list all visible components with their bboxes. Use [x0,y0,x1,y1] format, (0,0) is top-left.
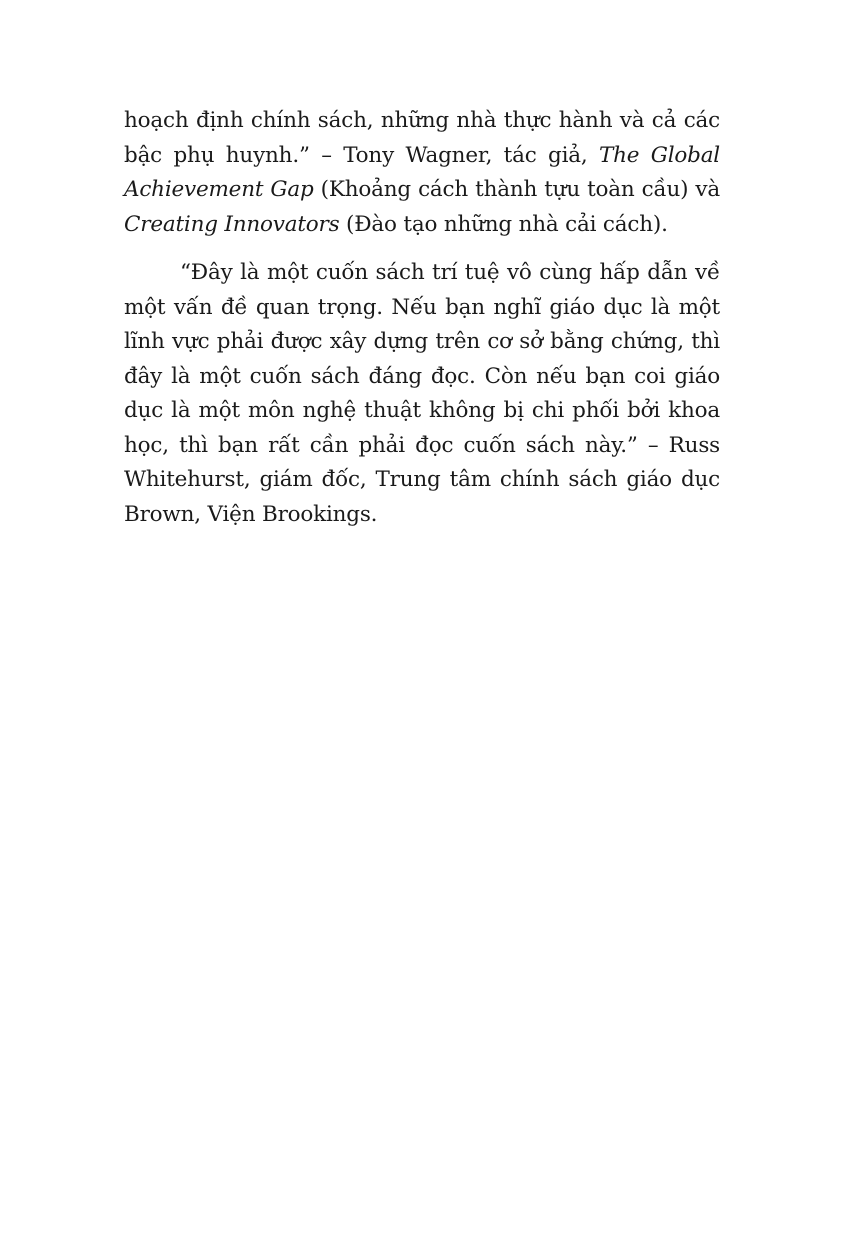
book-title-creating-innovators: Creating Innovators [124,211,340,237]
quote-text: (Khoảng cách thành tựu toàn cầu) và [313,177,720,202]
paragraph-tony-wagner-quote [124,104,720,242]
page-body [124,104,720,532]
paragraph-russ-whitehurst-quote [124,256,720,532]
quote-text: “Đây là một cuốn sách trí tuệ vô cùng hấp dẫn về một vấn đề quan trọng. Nếu bạn nghĩ giáo dục là một lĩnh vực phải được xây dựng trên cơ sở bằng chứng, thì đây là một cuốn sách đáng đọc. Còn nếu bạn coi giáo dục là một môn nghệ thuật không bị chi phối bởi khoa học, thì bạn rất cần phải đọc cuốn sách này.” – Russ Whitehurst, giám đốc, Trung tâm chính sách giáo dục Brown, Viện Brookings. [124,260,720,527]
quote-text: hoạch định chính sách, những nhà thực hành và cả các bậc phụ huynh.” – Tony Wagner, tác giả, [124,108,720,168]
quote-text: (Đào tạo những nhà cải cách). [339,211,668,237]
book-title-global-achievement-gap: The Global Achievement Gap [124,142,720,202]
